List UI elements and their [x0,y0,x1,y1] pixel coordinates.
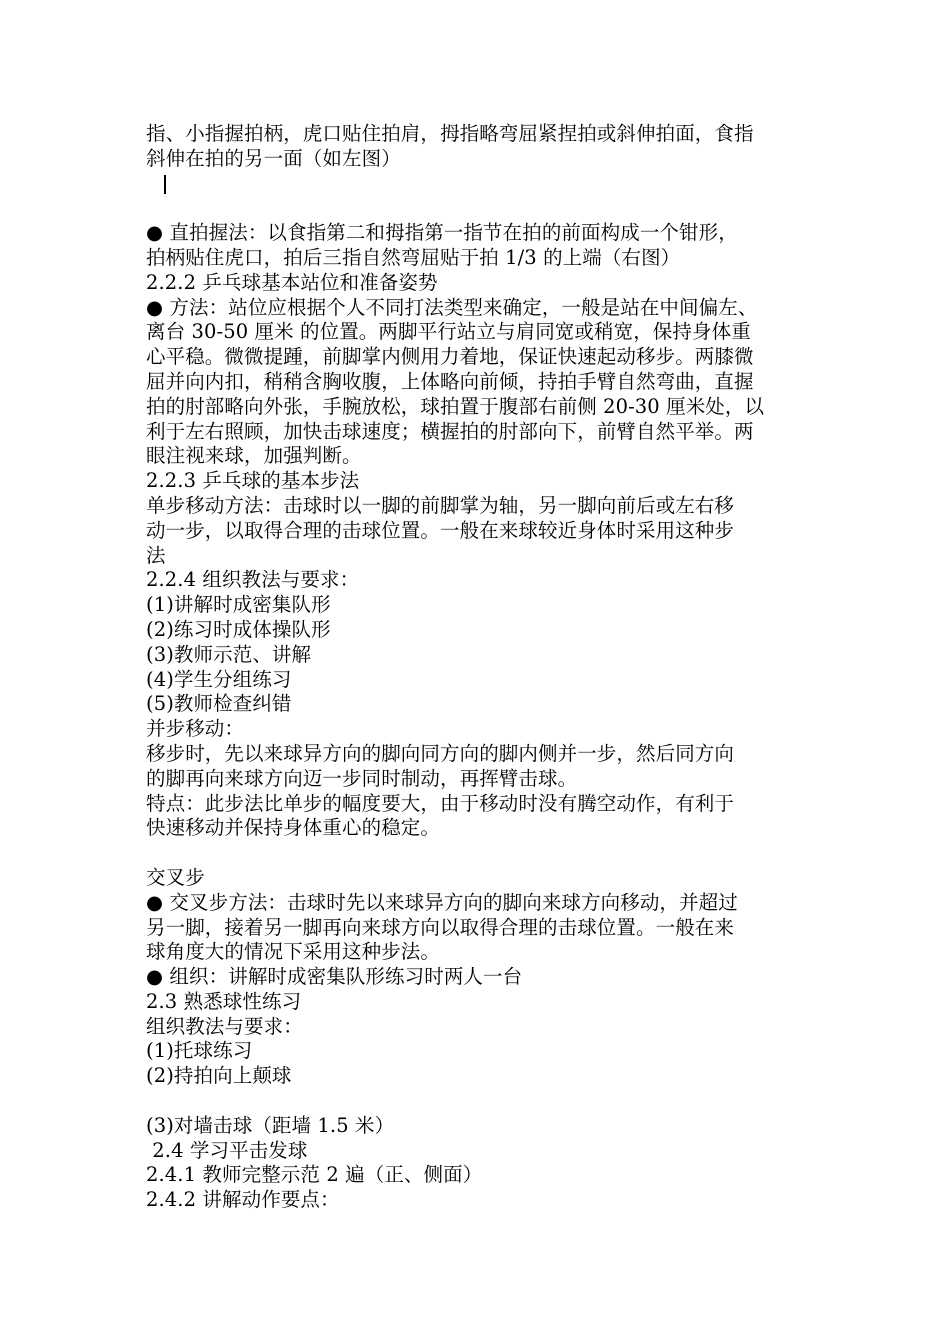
text-line: 的脚再向来球方向迈一步同时制动，再挥臂击球。 [146,766,578,790]
section-heading: 2.4.1 教师完整示范 2 遍（正、侧面） [146,1163,483,1187]
text-line: 拍柄贴住虎口，拍后三指自然弯屈贴于拍 1/3 的上端（右图） [146,245,681,269]
document-body [146,122,816,1213]
text-line: 法 [146,543,166,567]
list-item: (3)对墙击球（距墙 1.5 米） [146,1113,395,1137]
section-heading: 2.2.4 组织教法与要求： [146,568,360,592]
text-line: ● 方法：站位应根据个人不同打法类型来确定，一般是站在中间偏左、 [146,295,758,319]
section-heading: 2.2.3 乒乓球的基本步法 [146,469,360,493]
section-heading: 2.4 学习平击发球 [146,1138,308,1162]
text-line: 交叉步 [146,865,205,889]
list-item: (2)持拍向上颠球 [146,1064,292,1088]
text-cursor-line [146,172,816,197]
text-line: 移步时，先以来球异方向的脚向同方向的脚内侧并一步，然后同方向 [146,741,735,765]
section-heading: 2.4.2 讲解动作要点： [146,1188,340,1212]
text-line: 指、小指握拍柄，虎口贴住拍肩，拇指略弯屈紧捏拍或斜伸拍面，食指 [146,122,754,145]
text-line: 另一脚，接着另一脚再向来球方向以取得合理的击球位置。一般在来 [146,915,735,939]
blank-line [146,196,816,221]
text-line: 组织教法与要求： [146,1014,303,1038]
text-line: ● 交叉步方法：击球时先以来球异方向的脚向来球方向移动，并超过 [146,890,738,914]
text-line: 动一步，以取得合理的击球位置。一般在来球较近身体时采用这种步 [146,518,735,542]
list-item: (2)练习时成体操队形 [146,617,331,641]
text-line: 单步移动方法：击球时以一脚的前脚掌为轴，另一脚向前后或左右移 [146,493,735,517]
text-line: ● 直拍握法：以食指第二和拇指第一指节在拍的前面构成一个钳形， [146,221,738,245]
list-item: (1)讲解时成密集队形 [146,593,331,617]
text-line: 拍的肘部略向外张，手腕放松，球拍置于腹部右前侧 20-30 厘米处，以 [146,394,765,418]
list-item: (5)教师检查纠错 [146,692,292,716]
text-line: 心平稳。微微提踵，前脚掌内侧用力着地，保证快速起动移步。两膝微 [146,345,754,369]
blank-line [146,1089,816,1114]
list-item: (4)学生分组练习 [146,667,292,691]
text-line: 快速移动并保持身体重心的稳定。 [146,816,441,840]
text-line: 屈并向内扣，稍稍含胸收腹，上体略向前倾，持拍手臂自然弯曲，直握 [146,369,754,393]
text-line: 眼注视来球，加强判断。 [146,444,362,468]
text-line: 特点：此步法比单步的幅度要大，由于移动时没有腾空动作，有利于 [146,791,735,815]
text-line: 斜伸在拍的另一面（如左图） [146,146,401,170]
text-cursor [164,175,166,194]
text-line: 并步移动： [146,717,245,741]
section-heading: 2.3 熟悉球性练习 [146,989,302,1013]
text-line: 利于左右照顾，加快击球速度；横握拍的肘部向下，前臂自然平举。两 [146,419,754,443]
text-line: 球角度大的情况下采用这种步法。 [146,940,441,964]
list-item: (3)教师示范、讲解 [146,642,312,666]
text-line: 离台 30-50 厘米 的位置。两脚平行站立与肩同宽或稍宽，保持身体重 [146,320,751,344]
blank-line [146,841,816,866]
section-heading: 2.2.2 乒乓球基本站位和准备姿势 [146,270,438,294]
text-line: ● 组织：讲解时成密集队形练习时两人一台 [146,965,523,989]
list-item: (1)托球练习 [146,1039,253,1063]
